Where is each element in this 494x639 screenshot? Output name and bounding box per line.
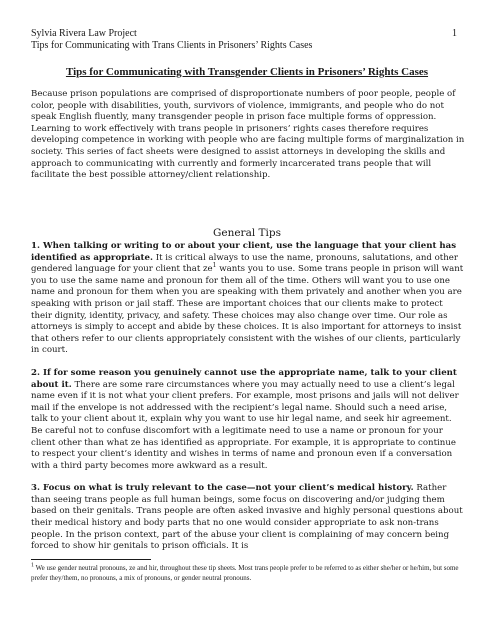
footnote bbox=[31, 563, 471, 583]
tip-2-body: There are some rare circumstances where you may actually need to use a client’s legal name even if it is not what your client prefers. For example, most prisons and jails will not deliver mail if the envelope is not addressed with the recipient’s legal name. Should such a need arise, talk to your client about it, explain why you want to use hir legal name, and seek hir agreement. Be careful not to confuse discomfort with a legitimate need to use a name or pronoun for your client other than what ze has identified as appropriate. For example, it is appropriate to continue to respect your client’s identity and wishes in terms of name and pronoun even if a conversation with a third party becomes more awkward as a result. bbox=[31, 379, 459, 471]
page-title: Tips for Communicating with Transgender Clients in Prisoners’ Rights Cases bbox=[65, 66, 429, 78]
tip-1-lead: 1. When talking or writing to or about your client, use the language that your client has identified as appropriate. bbox=[31, 241, 457, 263]
tip-1-body-after: wants you to use. Some trans people in prison will want you to use the same name and pronoun for them all of the time. Others will want you to use one name and pronoun for them when you are speaking with them privately and another when you are speaking with prison or jail staff. These are important choices that our clients make to protect their dignity, identity, privacy, and safety. These choices may also change over time. Our role as attorneys is simply to accept and abide by these choices. It is also important for attorneys to insist that others refer to our clients appropriately consistent with the wishes of our clients, particularly in court. bbox=[31, 264, 464, 356]
intro-paragraph: Because prison populations are comprised of disproportionate numbers of poor people, people of color, people with disabilities, youth, survivors of violence, immigrants, and people who do not speak English fluently, many transgender people in prison face multiple forms of oppression. Learning to work effectively with trans people in prisoners’ rights cases therefore requires developing competence in working with people who are facing multiple forms of marginalization in society. This series of fact sheets were designed to assist attorneys in developing the skills and approach to communicating with currently and formerly incarcerated trans people that will facilitate the best possible attorney/client relationship. bbox=[31, 89, 465, 181]
header-organization: Sylvia Rivera Law Project bbox=[31, 28, 137, 39]
section-heading: General Tips bbox=[212, 227, 282, 239]
tip-1-body-before: It is critical always to use the name, pronouns, salutations, and other gendered language for your client that ze bbox=[31, 252, 458, 275]
tip-2 bbox=[31, 368, 465, 472]
footnote-divider bbox=[31, 559, 151, 560]
footnote-marker: 1 bbox=[31, 562, 34, 569]
footnote-reference: 1 bbox=[212, 262, 217, 270]
header-document-title: Tips for Communicating with Trans Clients in Prisoners’ Rights Cases bbox=[31, 40, 313, 51]
tip-3 bbox=[31, 483, 465, 553]
tip-3-lead: 3. Focus on what is truly relevant to the case—not your client’s medical history. bbox=[31, 483, 414, 494]
page-number: 1 bbox=[452, 28, 457, 39]
tip-3-body: Rather than seeing trans people as full human beings, some focus on discovering and/or judging them based on their genitals. Trans people are often asked invasive and highly personal questions about their medical history and body parts that no one would consider appropriate to ask non-trans people. In the prison context, part of the abuse your client is complaining of may concern being forced to show hir genitals to prison officials. It is bbox=[31, 483, 463, 552]
tip-1 bbox=[31, 241, 465, 357]
tips-list bbox=[31, 241, 465, 564]
footnote-text: We use gender neutral pronouns, ze and hir, throughout these tip sheets. Most trans people prefer to be referred to as either she/her or he/him, but some prefer they/them, no pronouns, a mix of pronouns, or gender neutral pronouns. bbox=[31, 564, 459, 582]
tip-2-lead: 2. If for some reason you genuinely cannot use the appropriate name, talk to your client about it. bbox=[31, 367, 457, 390]
